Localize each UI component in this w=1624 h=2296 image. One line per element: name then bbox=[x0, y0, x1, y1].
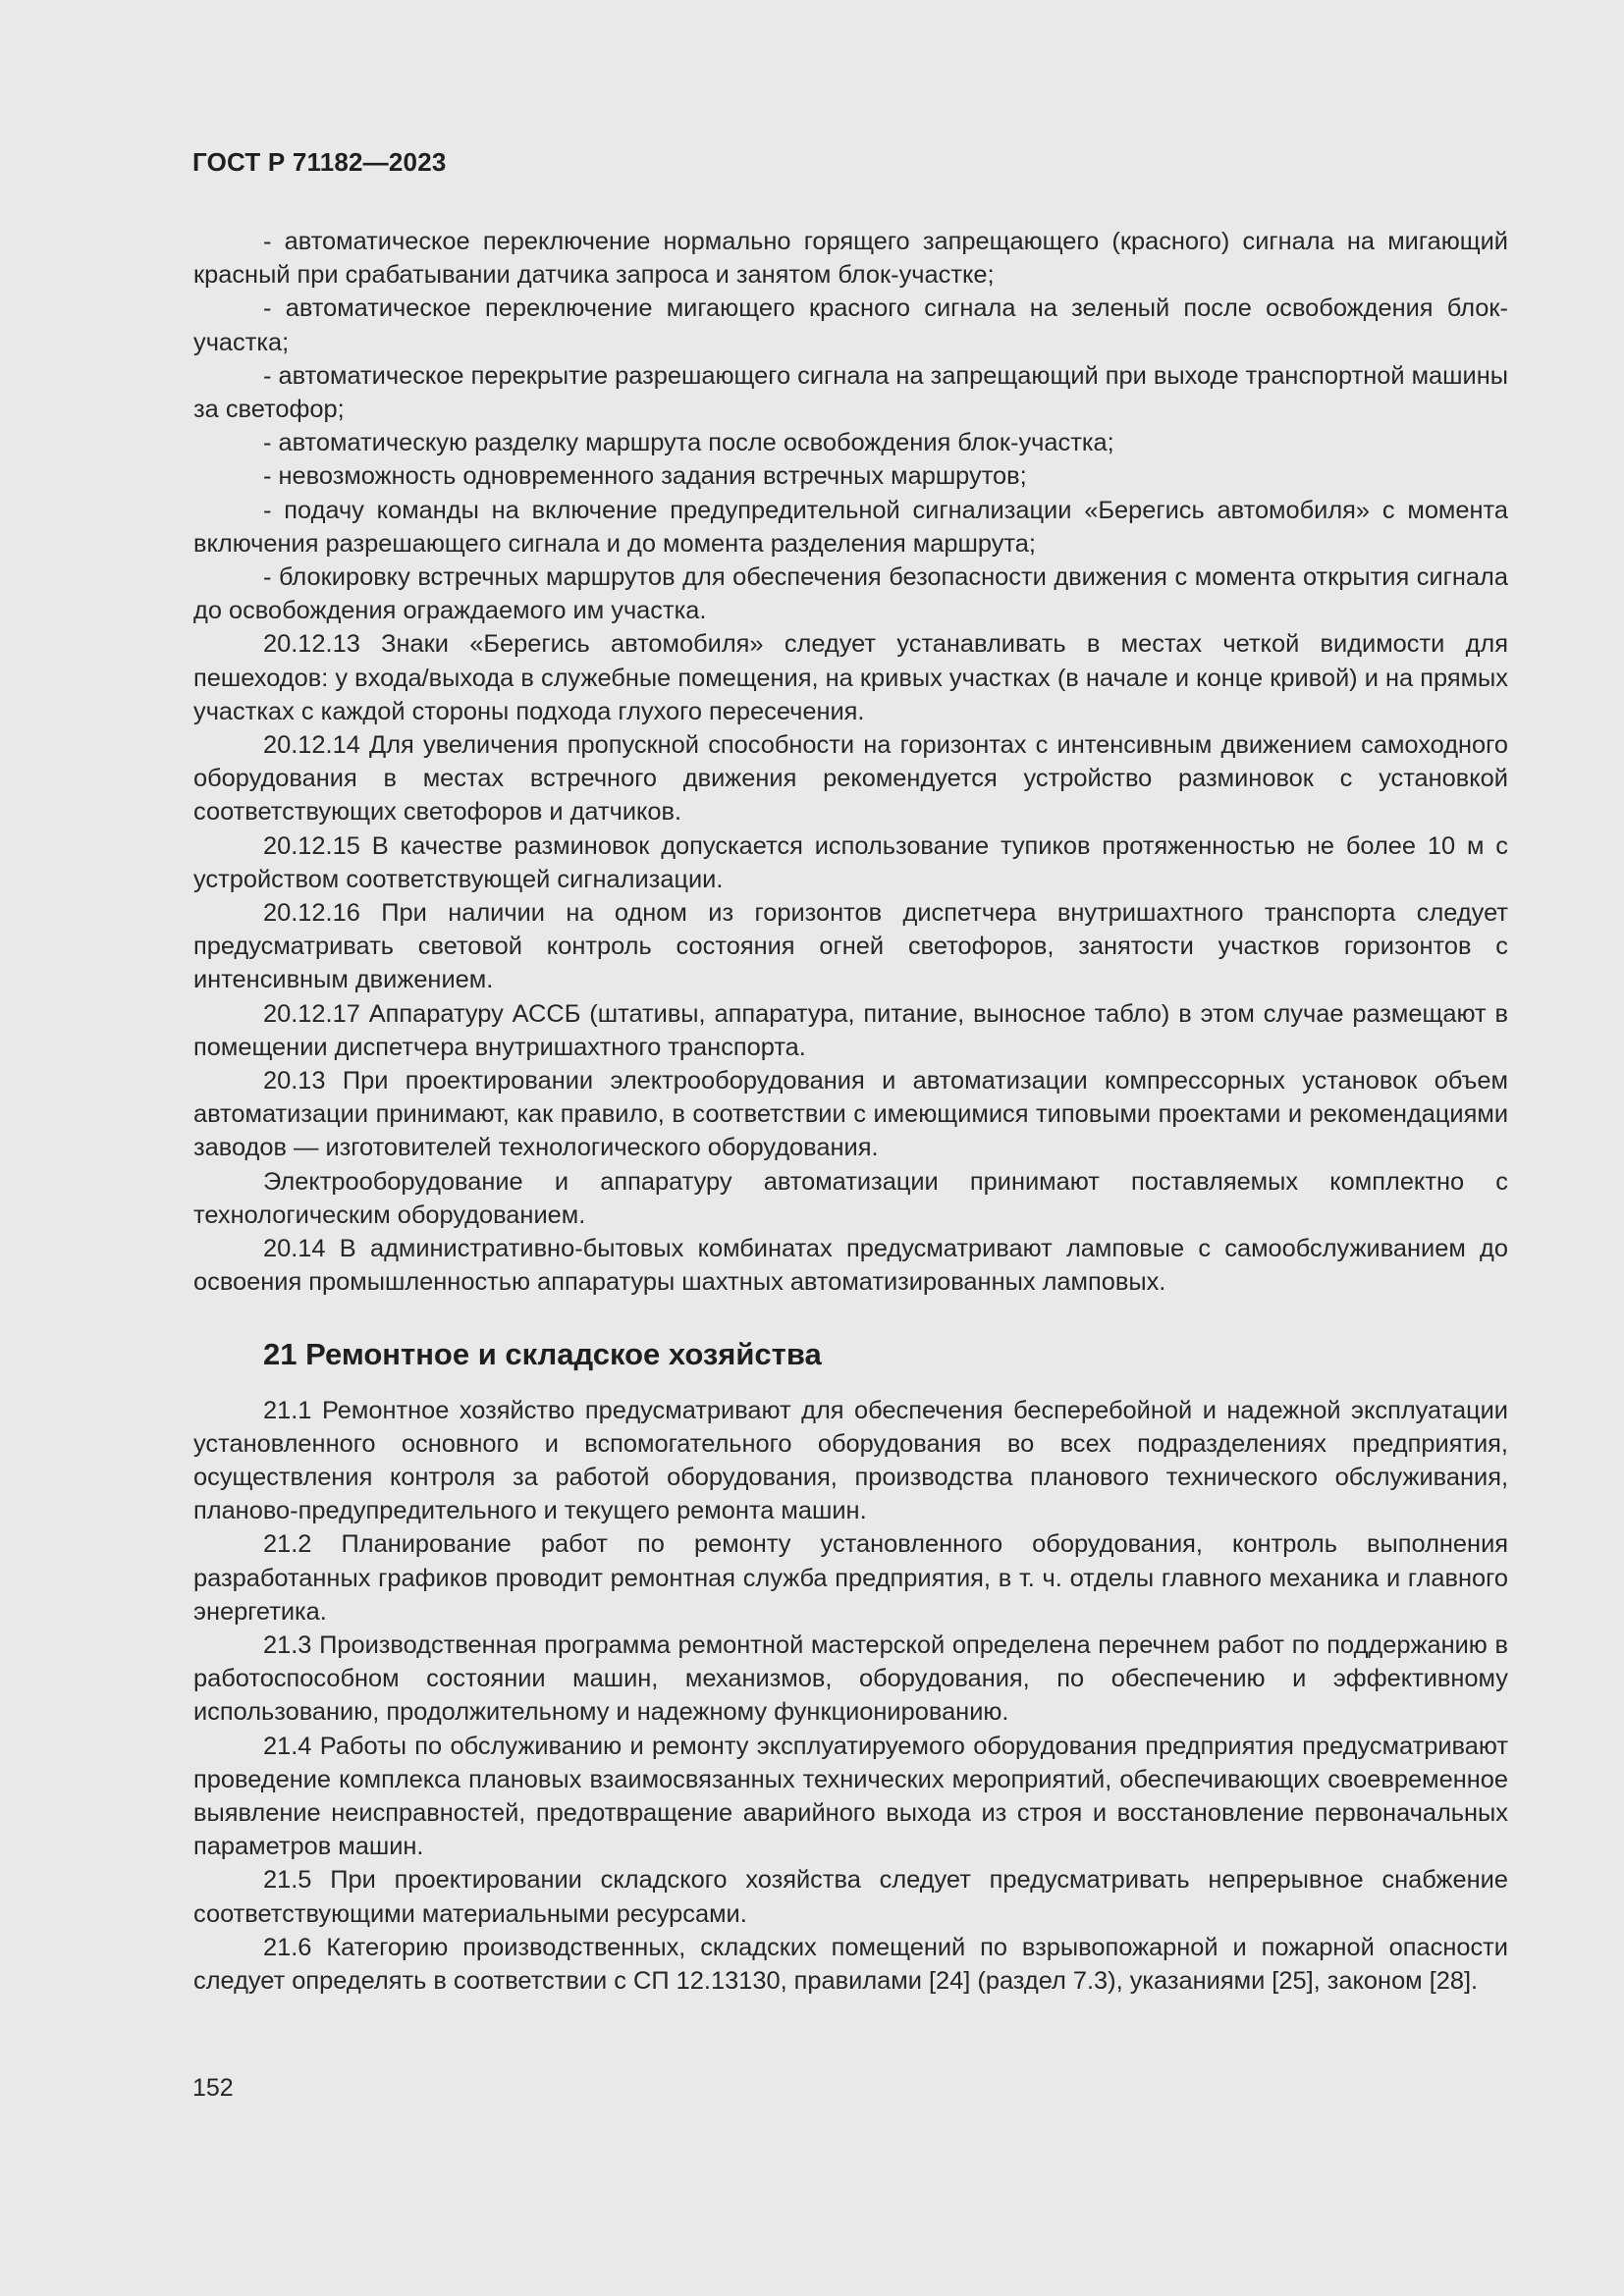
page-number: 152 bbox=[192, 2074, 234, 2102]
paragraph: - автоматическую разделку маршрута после освобождения блок-участка; bbox=[263, 429, 1114, 457]
paragraph: 21.5 При проектировании складского хозяйства следует предусматривать непрерывное снабжение соответствующими материальными ресурсами. bbox=[193, 1866, 1508, 1928]
paragraph: - блокировку встречных маршрутов для обеспечения безопасности движения с момента открытия сигнала до освобождения ограждаемого им участка. bbox=[193, 563, 1508, 625]
paragraph: 20.12.14 Для увеличения пропускной способности на горизонтах с интенсивным движением самоходного оборудования в местах встречного движения рекомендуется устройство разминовок с установкой соответствующих светофоров и датчиков. bbox=[193, 731, 1508, 827]
paragraph: - автоматическое перекрытие разрешающего сигнала на запрещающий при выходе транспортной машины за светофор; bbox=[193, 361, 1508, 424]
paragraph: - автоматическое переключение мигающего красного сигнала на зеленый после освобождения блок-участка; bbox=[193, 294, 1508, 356]
paragraph: 20.12.15 В качестве разминовок допускается использование тупиков протяженностью не более 10 м с устройством соответствующей сигнализации. bbox=[193, 831, 1508, 893]
paragraph: - подачу команды на включение предупредительной сигнализации «Берегись автомобиля» с момента включения разрешающего сигнала и до момента разделения маршрута; bbox=[193, 496, 1508, 558]
paragraph: 20.14 В административно-бытовых комбинатах предусматривают ламповые с самообслуживанием до освоения промышленностью аппаратуры шахтных автоматизированных ламповых. bbox=[193, 1235, 1508, 1297]
document-body bbox=[193, 225, 1508, 1998]
paragraph: 20.12.17 Аппаратуру АССБ (штативы, аппаратура, питание, выносное табло) в этом случае размещают в помещении диспетчера внутришахтного транспорта. bbox=[193, 999, 1508, 1061]
paragraph: 20.13 При проектировании электрооборудования и автоматизации компрессорных установок объем автоматизации принимают, как правило, в соответствии с имеющимися типовыми проектами и рекомендациями заводов — изготовителей технологического оборудования. bbox=[193, 1067, 1508, 1162]
document-header: ГОСТ Р 71182—2023 bbox=[192, 147, 447, 177]
paragraph: 20.12.16 При наличии на одном из горизонтов диспетчера внутришахтного транспорта следует предусматривать световой контроль состояния огней светофоров, занятости участков горизонтов с интенсивным движением. bbox=[193, 899, 1508, 994]
paragraph: 21.3 Производственная программа ремонтной мастерской определена перечнем работ по поддержанию в работоспособном состоянии машин, механизмов, оборудования, по обеспечению и эффективному использованию, продолжительному и надежному функционированию. bbox=[193, 1630, 1508, 1727]
paragraph: 21.4 Работы по обслуживанию и ремонту эксплуатируемого оборудования предприятия предусматривают проведение комплекса плановых взаимосвязанных технических мероприятий, обеспечивающих своевременное выявление неисправностей, предотвращение аварийного выхода из строя и восстановление первоначальных параметров машин. bbox=[193, 1732, 1508, 1861]
paragraph: - автоматическое переключение нормально горящего запрещающего (красного) сигнала на мигающий красный при срабатывании датчика запроса и занятом блок-участке; bbox=[193, 228, 1508, 290]
paragraph: 21.1 Ремонтное хозяйство предусматривают для обеспечения бесперебойной и надежной эксплуатации установленного основного и вспомогательного оборудования во всех подразделениях предприятия, осуществления контроля за работой оборудования, производства планового технического обслуживания, планово-предупредительного и текущего ремонта машин. bbox=[193, 1396, 1508, 1525]
section-heading: 21 Ремонтное и складское хозяйства bbox=[263, 1336, 822, 1371]
paragraph: 21.2 Планирование работ по ремонту установленного оборудования, контроль выполнения разработанных графиков проводит ремонтная служба предприятия, в т. ч. отделы главного механика и главного энергетика. bbox=[193, 1530, 1508, 1626]
paragraph: 20.12.13 Знаки «Берегись автомобиля» следует устанавливать в местах четкой видимости для пешеходов: у входа/выхода в служебные помещения, на кривых участках (в начале и конце кривой) и на прямых участках с каждой стороны подхода глухого пересечения. bbox=[193, 630, 1508, 725]
paragraph: 21.6 Категорию производственных, складских помещений по взрывопожарной и пожарной опасности следует определять в соответствии с СП 12.13130, правилами [24] (раздел 7.3), указаниями [25], законом [28]. bbox=[193, 1933, 1508, 1995]
paragraph: - невозможность одновременного задания встречных маршрутов; bbox=[263, 462, 1027, 491]
paragraph: Электрооборудование и аппаратуру автоматизации принимают поставляемых комплектно с технологическим оборудованием. bbox=[193, 1167, 1508, 1229]
